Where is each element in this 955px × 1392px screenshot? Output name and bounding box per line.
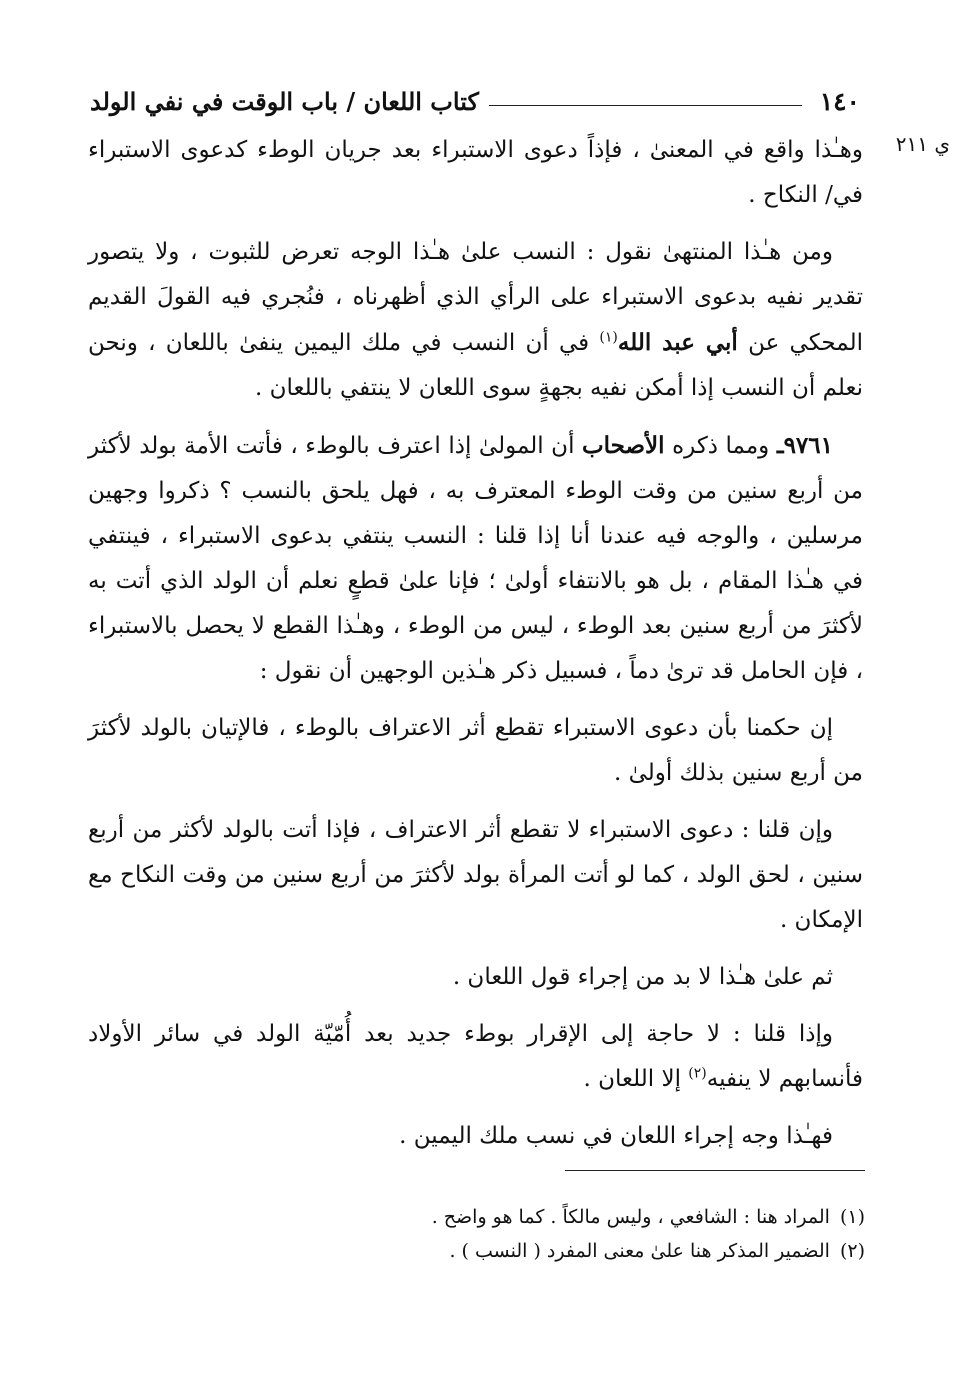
numbered-paragraph — [88, 423, 863, 694]
page-header — [90, 72, 860, 116]
footnote-text: المراد هنا : الشافعي ، وليس مالكاً . كما هو واضح . — [431, 1206, 830, 1228]
footnote-divider — [565, 1170, 865, 1171]
footnote-ref[interactable]: (٢) — [688, 1065, 707, 1082]
paragraph-text: ثم علىٰ هـٰذا لا بد من إجراء قول اللعان . — [452, 964, 833, 990]
paragraph-text: ومن هـٰذا المنتهىٰ نقول : النسب علىٰ هـٰذا الوجه تعرض للثبوت ، ولا يتصور تقدير نفيه بدعوى الاستبراء على الرأي الذي أظهرناه ، فنُجري فيه القولَ القديم المحكي عن — [88, 239, 863, 356]
bold-name: أبي عبد الله — [617, 329, 738, 356]
paragraph — [88, 1114, 863, 1159]
paragraph-text: ومما ذكره — [664, 433, 777, 459]
footnote-item — [300, 1234, 865, 1268]
paragraph-text: فهـٰذا وجه إجراء اللعان في نسب ملك اليمين . — [399, 1123, 833, 1149]
footnote-ref[interactable]: (١) — [599, 329, 618, 346]
paragraph-text: وإذا قلنا : لا حاجة إلى الإقرار بوطء جديد بعد أُمّيّة الولد في سائر الأولاد فأنسابهم لا ينفيه — [88, 1021, 863, 1092]
paragraph-text: إن حكمنا بأن دعوى الاستبراء تقطع أثر الاعتراف بالوطء ، فالإتيان بالولد لأكثرَ من أربع سنين بذلك أولىٰ . — [88, 715, 863, 786]
footnote-mark: (٢) — [839, 1240, 865, 1262]
main-text — [88, 128, 863, 1171]
paragraph — [88, 955, 863, 1000]
paragraph — [88, 1012, 863, 1102]
page-number: ١٤٠ — [819, 87, 860, 116]
paragraph — [88, 808, 863, 943]
header-rule — [489, 105, 802, 106]
footnote-mark: (١) — [839, 1206, 865, 1228]
paragraph — [88, 230, 863, 411]
paragraph-number: ٩٧٦١ـ — [776, 432, 833, 459]
footnote-item — [300, 1200, 865, 1234]
footnote-text: الضمير المذكر هنا علىٰ معنى المفرد ( النسب ) . — [449, 1240, 830, 1262]
running-head: كتاب اللعان / باب الوقت في نفي الولد — [90, 87, 479, 116]
paragraph — [88, 706, 863, 796]
paragraph-text: إلا اللعان . — [583, 1066, 689, 1092]
paragraph — [88, 128, 863, 218]
paragraph-text: في أن النسب في ملك اليمين ينفىٰ باللعان ، ونحن نعلم أن النسب إذا أمكن نفيه بجهةٍ سوى اللعان لا ينتفي باللعان . — [88, 330, 863, 401]
bold-term: الأصحاب — [582, 432, 665, 459]
paragraph-text: وهـٰذا واقع في المعنىٰ ، فإذاً دعوى الاستبراء بعد جريان الوطء كدعوى الاستبراء في/ النكاح . — [88, 137, 863, 208]
footnotes — [300, 1200, 865, 1268]
paragraph-text: أن المولىٰ إذا اعترف بالوطء ، فأتت الأمة بولد لأكثر من أربع سنين من وقت الوطء المعترف به ، فهل يلحق بالنسب ؟ ذكروا وجهين مرسلين ، والوجه فيه عندنا أنا إذا قلنا : النسب ينتفي بدعوى الاستبراء ، فينتفي في هـٰذا المقام ، بل هو بالانتفاء أولىٰ ؛ فإنا علىٰ قطعٍ نعلم أن الولد الذي أتت به لأكثرَ من أربع سنين بعد الوطء ، ليس من الوطء ، وهـٰذا القطع لا يحصل بالاستبراء ، فإن الحامل قد ترىٰ دماً ، فسبيل ذكر هـٰذين الوجهين أن نقول : — [88, 433, 863, 684]
margin-reference: ي ٢١١ — [895, 132, 950, 156]
paragraph-text: وإن قلنا : دعوى الاستبراء لا تقطع أثر الاعتراف ، فإذا أتت بالولد لأكثر من أربع سنين ، لحق الولد ، كما لو أتت المرأة بولد لأكثرَ من أربع سنين من وقت النكاح مع الإمكان . — [88, 817, 863, 933]
